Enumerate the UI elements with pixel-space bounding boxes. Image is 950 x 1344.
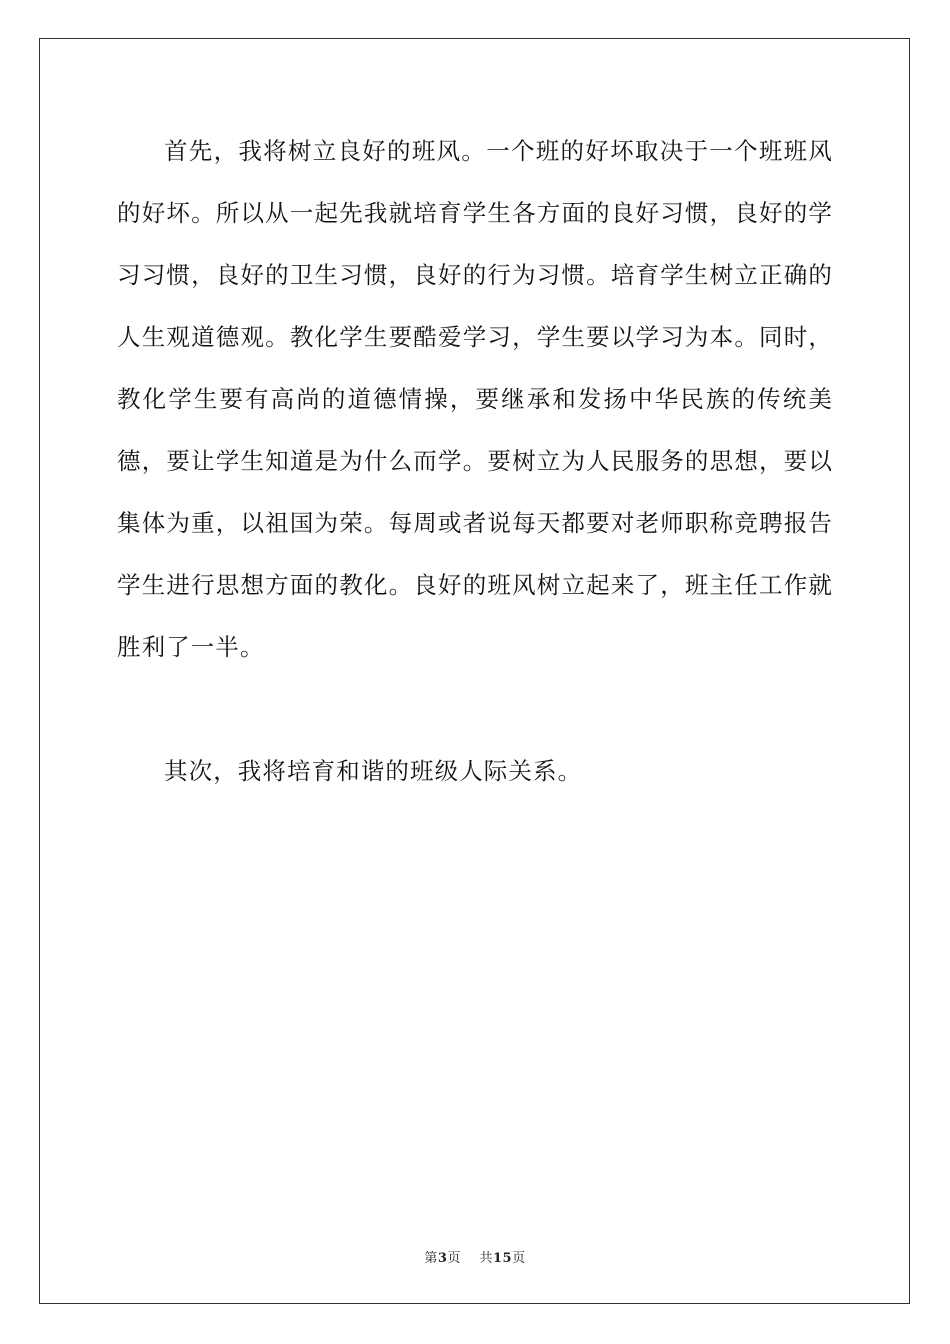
paragraph-2: 其次，我将培育和谐的班级人际关系。 (164, 757, 583, 785)
paragraph-1: 首先，我将树立良好的班风。一个班的好坏取决于一个班班风的好坏。所以从一起先我就培育学生各方面的良好习惯，良好的学习习惯，良好的卫生习惯，良好的行为习惯。培育学生树立正确的人生观道德观。教化学生要酷爱学习，学生要以学习为本。同时，教化学生要有高尚的道德情操，要继承和发扬中华民族的传统美德，要让学生知道是为什么而学。要树立为人民服务的思想，要以集体为重，以祖国为荣。每周或者说每天都要对老师职称竞聘报告学生进行思想方面的教化。良好的班风树立起来了，班主任工作就胜利了一半。 (117, 137, 833, 661)
footer-total-pages: 15 (493, 1251, 513, 1266)
document-body (117, 120, 833, 802)
page-footer (0, 1247, 950, 1266)
footer-page-prefix: 第 (424, 1251, 438, 1266)
footer-page-suffix: 页 (447, 1251, 461, 1266)
footer-total-prefix: 共 (479, 1251, 493, 1266)
footer-page-number: 3 (437, 1251, 448, 1266)
footer-total-suffix: 页 (512, 1251, 526, 1266)
